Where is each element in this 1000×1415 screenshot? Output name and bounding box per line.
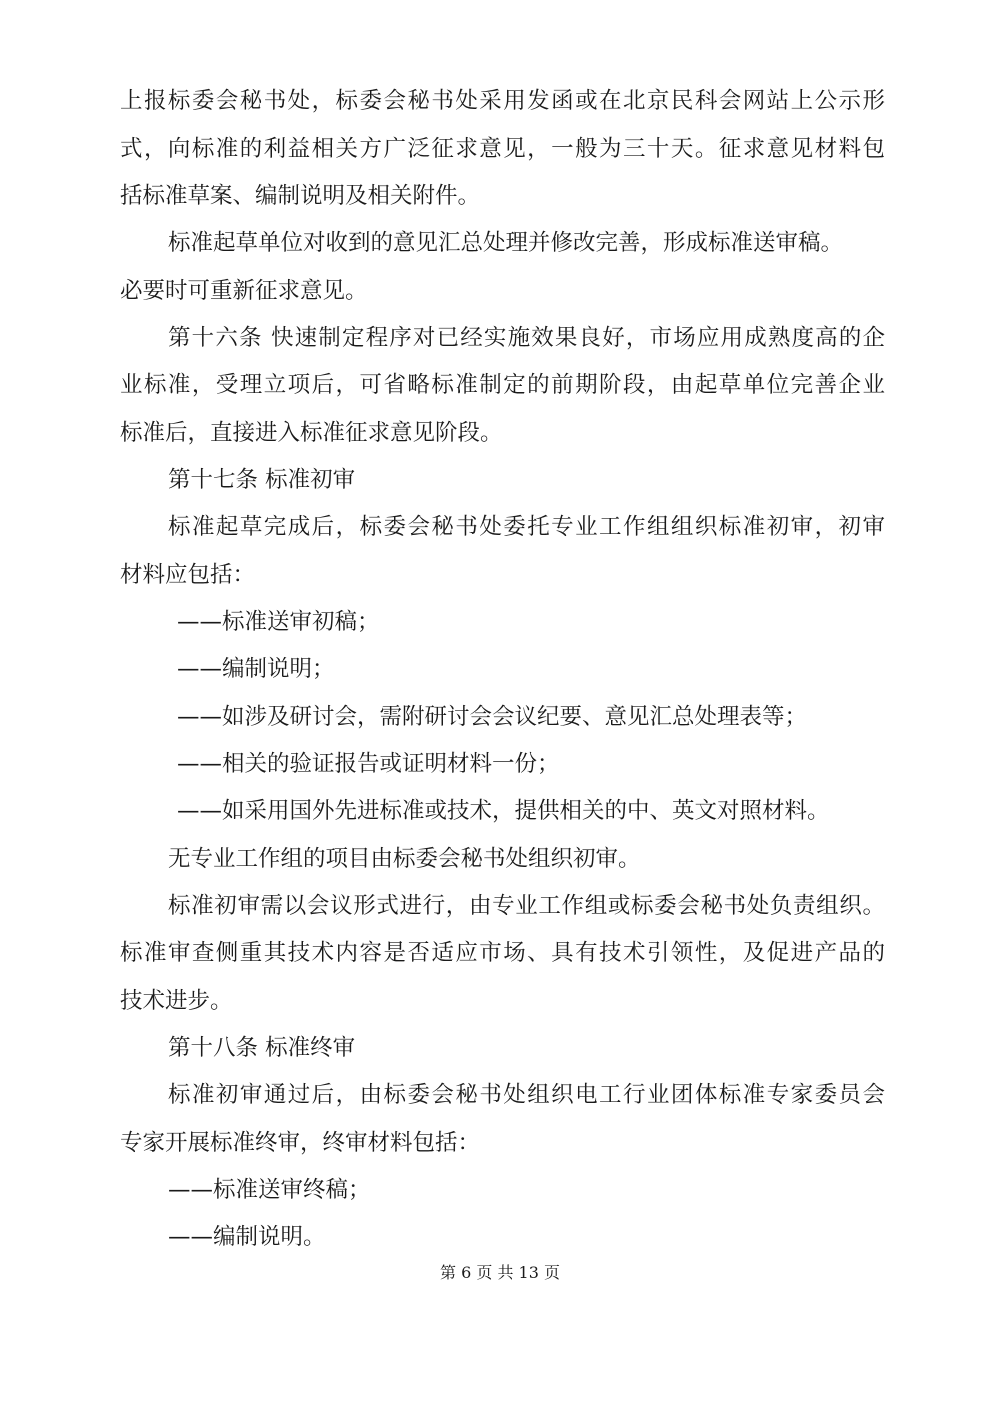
text-line: 标准起草单位对收到的意见汇总处理并修改完善，形成标准送审稿。 bbox=[168, 230, 844, 256]
list-item: ——标准送审终稿； bbox=[168, 1177, 371, 1203]
text-line: 标准初审需以会议形式进行，由专业工作组或标委会秘书处负责组织。 bbox=[168, 893, 885, 919]
text-line: 标准初审通过后，由标委会秘书处组织电工行业团体标准专家委员会 bbox=[168, 1082, 885, 1108]
text-line: 标准审查侧重其技术内容是否适应市场、具有技术引领性，及促进产品的 bbox=[120, 940, 885, 966]
article-18-heading: 第十八条 标准终审 bbox=[168, 1035, 356, 1061]
text-line: 标准起草完成后，标委会秘书处委托专业工作组组织标准初审，初审 bbox=[168, 514, 885, 540]
text-line: 材料应包括： bbox=[120, 562, 256, 588]
page-number-footer: 第 6 页 共 13 页 bbox=[440, 1263, 560, 1282]
list-item: ——编制说明。 bbox=[168, 1224, 326, 1250]
text-line: 技术进步。 bbox=[120, 988, 233, 1014]
text-line: 括标准草案、编制说明及相关附件。 bbox=[120, 183, 481, 209]
text-line: 上报标委会秘书处，标委会秘书处采用发函或在北京民科会网站上公示形 bbox=[120, 88, 885, 114]
list-item: ——如涉及研讨会，需附研讨会会议纪要、意见汇总处理表等； bbox=[177, 704, 808, 730]
article-16-line: 第十六条 快速制定程序对已经实施效果良好，市场应用成熟度高的企 bbox=[168, 325, 885, 351]
list-item: ——标准送审初稿； bbox=[177, 609, 380, 635]
text-line: 必要时可重新征求意见。 bbox=[120, 278, 368, 304]
document-page bbox=[120, 0, 885, 1415]
text-line: 无专业工作组的项目由标委会秘书处组织初审。 bbox=[168, 846, 641, 872]
list-item: ——如采用国外先进标准或技术，提供相关的中、英文对照材料。 bbox=[177, 798, 830, 824]
text-line: 专家开展标准终审，终审材料包括： bbox=[120, 1130, 481, 1156]
list-item: ——编制说明； bbox=[177, 656, 335, 682]
text-line: 标准后，直接进入标准征求意见阶段。 bbox=[120, 420, 503, 446]
text-line: 式，向标准的利益相关方广泛征求意见，一般为三十天。征求意见材料包 bbox=[120, 136, 885, 162]
list-item: ——相关的验证报告或证明材料一份； bbox=[177, 751, 560, 777]
text-line: 业标准，受理立项后，可省略标准制定的前期阶段，由起草单位完善企业 bbox=[120, 372, 885, 398]
article-17-heading: 第十七条 标准初审 bbox=[168, 467, 356, 493]
